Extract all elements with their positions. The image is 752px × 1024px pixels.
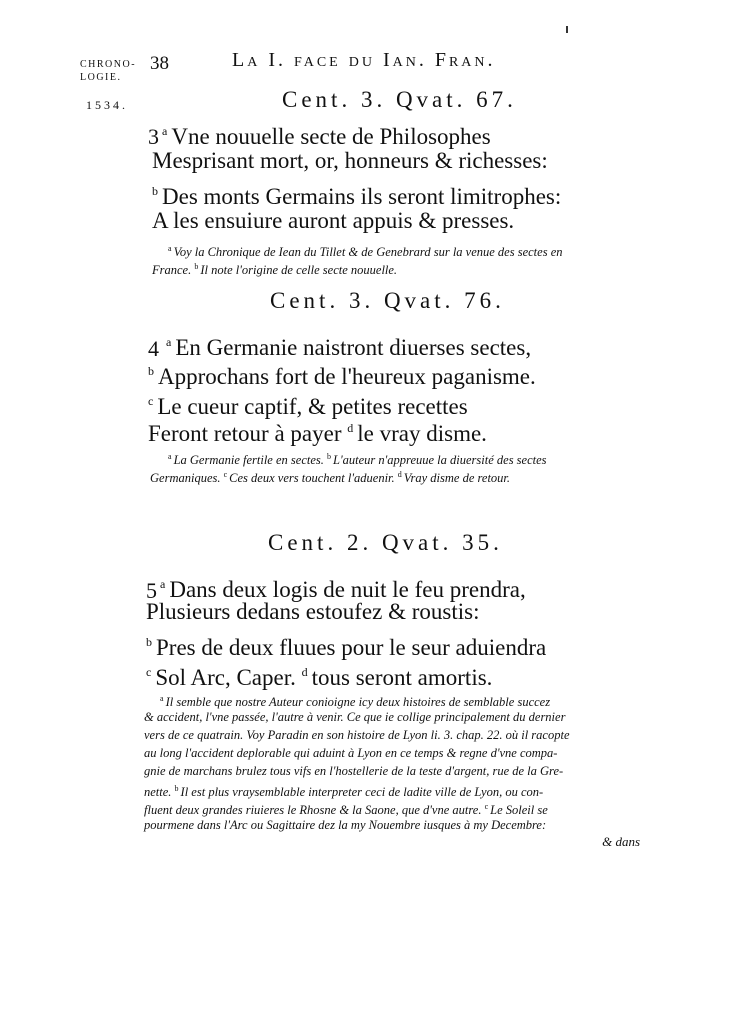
margin-line-1: CHRONO- [80,59,137,70]
note-mark: a [168,244,172,253]
section-heading: Cent. 3. Qvat. 67. [282,87,517,112]
quatrain-number: 4 [148,336,159,361]
note-mark: b [327,452,331,461]
footnote-line: au long l'accident deplorable qui aduint à Lyon en ce temps & regne d'vne compa- [144,746,558,760]
footnote-text: Germaniques. [150,471,224,485]
footnote-text: Il est plus vraysemblable interpreter ceci de ladite ville de Lyon, ou con- [180,785,544,799]
verse-text: le vray disme. [357,421,487,446]
verse-text: Mesprisant mort, or, honneurs & richesses: [152,148,548,173]
note-mark: a [160,694,164,703]
note-mark: a [168,452,172,461]
verse-line [152,206,514,236]
verse-text: A les ensuiure auront appuis & presses. [152,208,515,233]
margin-year: 1534. [86,98,128,112]
verse-line [148,413,487,449]
footnote-text: La Germanie fertile en sectes. [173,453,327,467]
catchword: & dans [602,834,640,849]
verse-text: Pres de deux fluues pour le seur aduiendra [156,635,547,660]
note-mark: d [347,421,354,435]
verse-text: En Germanie naistront diuerses sectes, [175,335,532,360]
section-heading: Cent. 2. Qvat. 35. [268,530,503,555]
verse-line [152,146,548,176]
note-mark: a [162,124,168,138]
footnote-text: France. [152,263,195,277]
note-mark: c [148,394,154,408]
margin-chronologie [80,58,136,84]
footnote-text: Le Soleil se [490,803,548,817]
note-mark: c [484,802,489,811]
footnote-text: Ces deux vers touchent l'aduenir. [229,471,398,485]
verse-text: Feront retour à payer [148,421,342,446]
note-mark: c [146,665,152,679]
ink-speck [566,26,568,33]
footnote-text: Il semble que nostre Auteur conioigne icy deux histoires de semblable succez [165,695,551,709]
verse-text: Approchans fort de l'heureux paganisme. [158,364,536,389]
note-mark: b [152,184,158,198]
page-number: 38 [150,53,169,74]
quatrain-number: 5 [146,578,157,603]
section-heading: Cent. 3. Qvat. 76. [270,288,505,313]
verse-text: Le cueur captif, & petites recettes [157,394,468,419]
footnote-text: Il note l'origine de celle secte nouuelle. [200,263,398,277]
running-head: La I. face du Ian. Fran. [232,49,496,71]
footnote-line [152,258,397,279]
note-mark: d [397,470,402,479]
footnote-line: pourmene dans l'Arc ou Sagittaire dez la my Nouembre iusques à my Decembre: [144,818,547,832]
footnote-text: fluent deux grandes riuieres le Rhosne & la Saone, que d'vne autre. [144,803,485,817]
verse-text: Sol Arc, Caper. [155,665,296,690]
footnote-line: vers de ce quatrain. Voy Paradin en son histoire de Lyon li. 3. chap. 22. où il racopte [144,728,570,742]
note-mark: a [166,335,172,349]
verse-text: Dans deux logis de nuit le feu prendra, [169,577,526,602]
footnote-line: & accident, l'vne passée, l'autre à venir. Ce que ie collige principalement du dernier [144,710,566,724]
verse-text: Vne nouuelle secte de Philosophes [171,124,491,149]
quatrain-number: 3 [148,124,159,149]
note-mark: b [146,635,152,649]
footnote-line [150,466,510,487]
note-mark: c [223,470,228,479]
note-mark: b [148,364,154,378]
verse-line [146,597,479,627]
verse-text: tous seront amortis. [311,665,493,690]
margin-line-2: LOGIE. [80,72,122,83]
note-mark: b [194,262,199,271]
footnote-text: nette. [144,785,175,799]
footnote-line: gnie de marchans brulez tous vifs en l'hostellerie de la teste d'argent, rue de la Gre- [144,764,564,778]
verse-text: Des monts Germains ils seront limitrophes: [162,184,562,209]
footnote-text: L'auteur n'appreuue la diuersité des sectes [333,453,547,467]
note-mark: b [174,784,179,793]
footnote-text: Voy la Chronique de Iean du Tillet & de Genebrard sur la venue des sectes en [173,245,563,259]
note-mark: d [301,665,308,679]
footnote-text: Vray disme de retour. [403,471,511,485]
verse-text: Plusieurs dedans estoufez & roustis: [146,599,480,624]
verse-line [146,657,492,693]
note-mark: a [160,577,166,591]
